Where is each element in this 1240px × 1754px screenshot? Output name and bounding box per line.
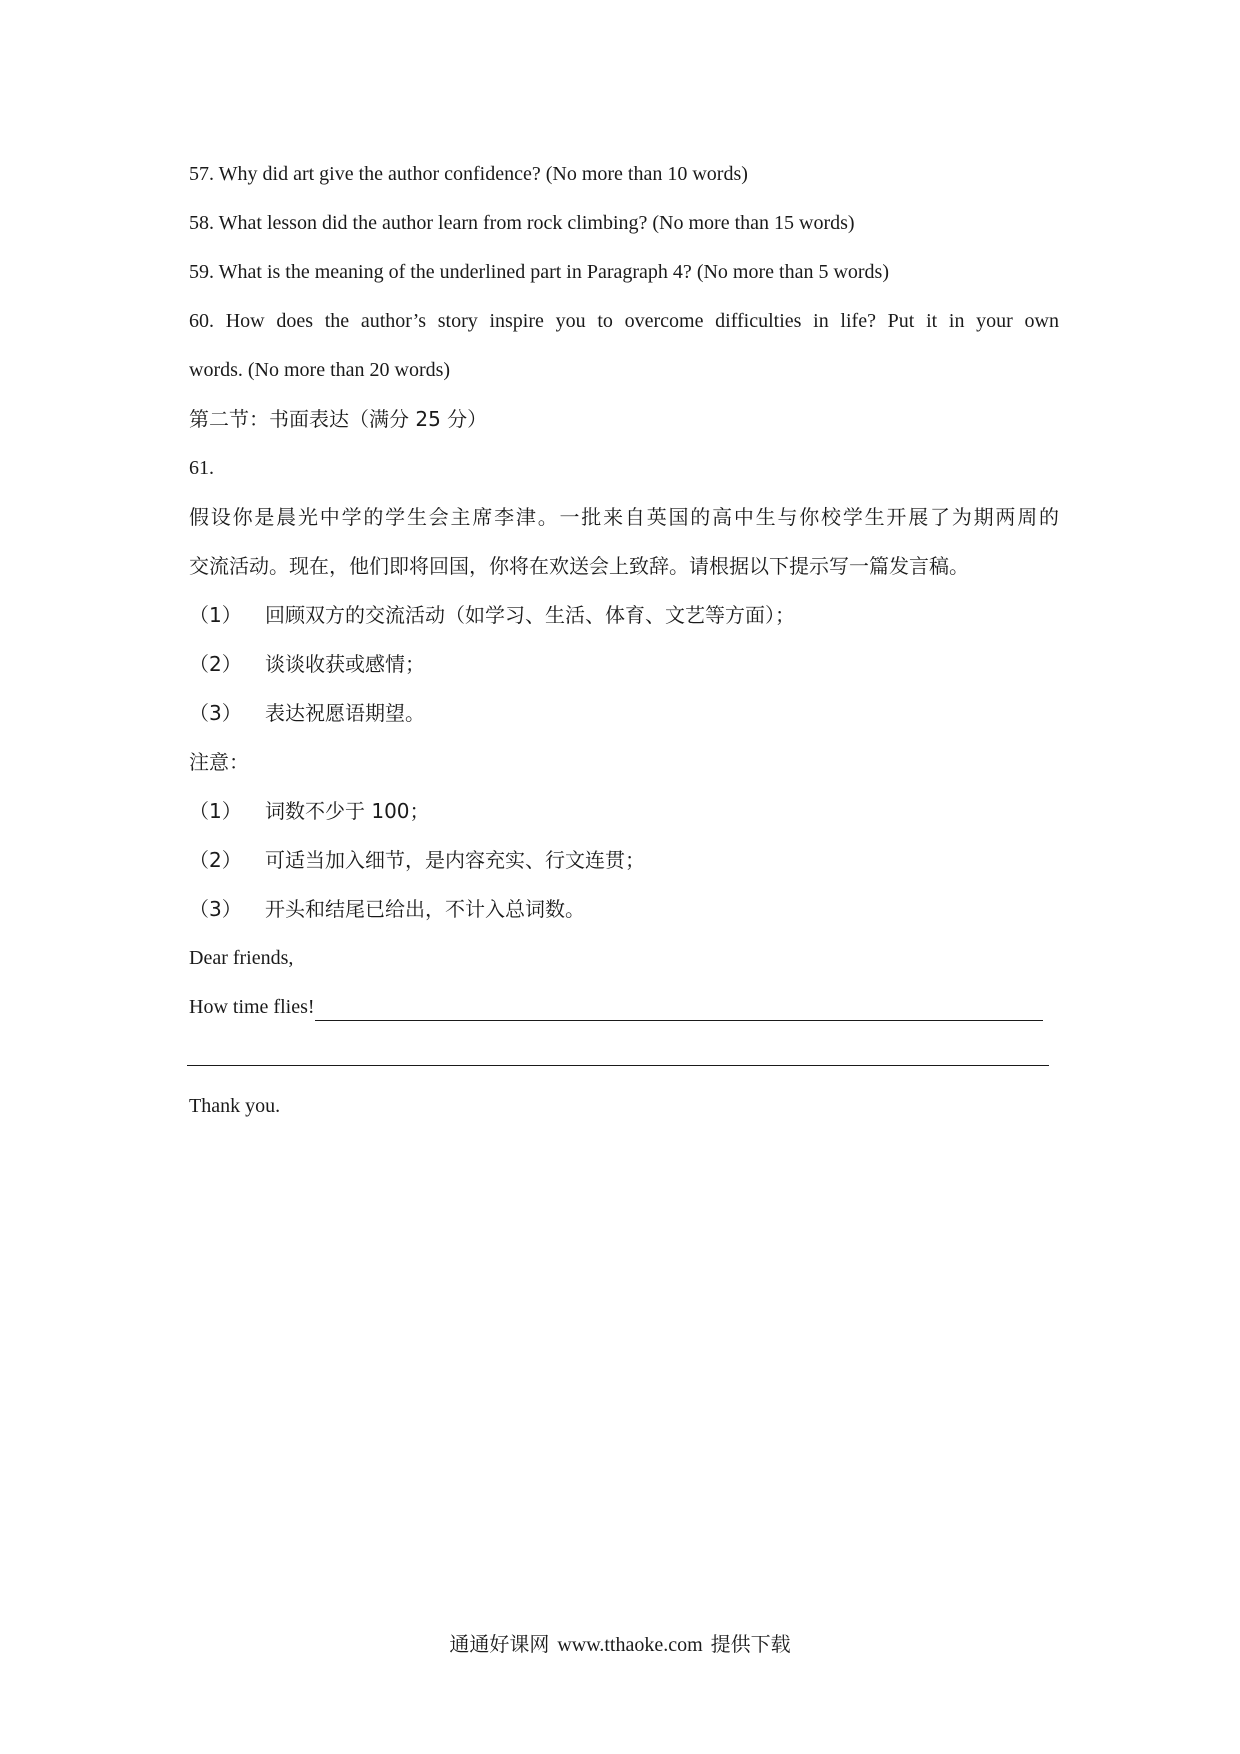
requirement-3 xyxy=(189,699,425,727)
letter-opening-line xyxy=(189,993,1043,1021)
note-1-number: （1） xyxy=(189,799,242,823)
prompt-line-1: 假设你是晨光中学的学生会主席李津。一批来自英国的高中生与你校学生开展了为期两周的 xyxy=(189,505,1059,529)
requirement-3-text: 表达祝愿语期望。 xyxy=(265,701,425,725)
requirement-1-number: （1） xyxy=(189,603,242,627)
requirement-2 xyxy=(189,650,425,678)
letter-greeting: Dear friends, xyxy=(189,947,294,969)
question-60-line1: 60. How does the author’s story inspire you to overcome difficulties in life? Put it in your own xyxy=(189,310,1059,332)
requirement-2-text: 谈谈收获或感情； xyxy=(265,652,425,676)
question-58: 58. What lesson did the author learn from rock climbing? (No more than 15 words) xyxy=(189,212,855,234)
question-60-line2: words. (No more than 20 words) xyxy=(189,359,451,381)
question-61-number: 61. xyxy=(189,457,214,479)
writing-blank-1[interactable] xyxy=(315,998,1043,1021)
note-2 xyxy=(189,846,645,874)
footer-site-name: 通通好课网 xyxy=(449,1632,550,1656)
requirement-1-text: 回顾双方的交流活动（如学习、生活、体育、文艺等方面）； xyxy=(265,603,795,627)
footer-url[interactable]: www.tthaoke.com xyxy=(557,1634,703,1656)
requirement-2-number: （2） xyxy=(189,652,242,676)
prompt-line-2: 交流活动。现在，他们即将回国，你将在欢送会上致辞。请根据以下提示写一篇发言稿。 xyxy=(189,554,969,578)
letter-closing: Thank you. xyxy=(189,1095,281,1117)
letter-opening: How time flies! xyxy=(189,996,315,1018)
requirement-3-number: （3） xyxy=(189,701,242,725)
requirement-1 xyxy=(189,601,795,629)
note-2-number: （2） xyxy=(189,848,242,872)
note-3 xyxy=(189,895,585,923)
section-title: 第二节：书面表达（满分 25 分） xyxy=(189,407,488,431)
note-2-text: 可适当加入细节，是内容充实、行文连贯； xyxy=(265,848,645,872)
footer xyxy=(0,1630,1240,1659)
note-3-text: 开头和结尾已给出，不计入总词数。 xyxy=(265,897,585,921)
note-3-number: （3） xyxy=(189,897,242,921)
notes-label: 注意： xyxy=(189,750,249,774)
question-57: 57. Why did art give the author confidence? (No more than 10 words) xyxy=(189,163,748,185)
note-1-text: 词数不少于 100； xyxy=(265,799,430,823)
footer-suffix: 提供下载 xyxy=(710,1632,791,1656)
note-1 xyxy=(189,797,430,825)
writing-blank-2[interactable] xyxy=(187,1065,1049,1066)
question-59: 59. What is the meaning of the underlined part in Paragraph 4? (No more than 5 words) xyxy=(189,261,889,283)
